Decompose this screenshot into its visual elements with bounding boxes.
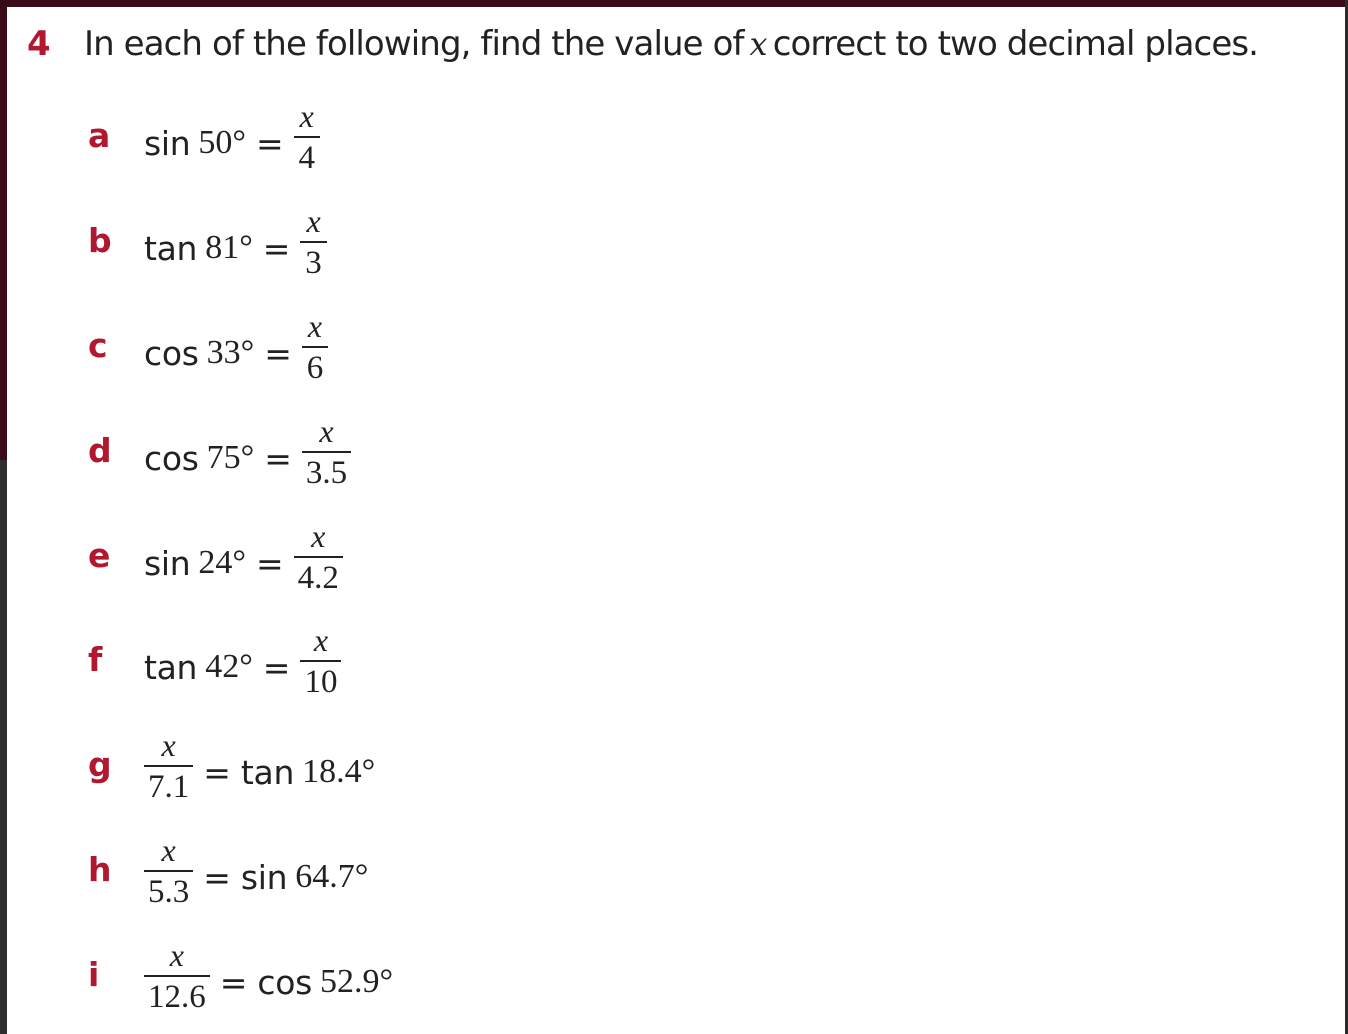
fraction-numerator: x — [307, 308, 323, 344]
fraction — [300, 620, 341, 702]
item-label: i — [88, 955, 100, 994]
item-label: a — [88, 116, 111, 155]
equation — [144, 203, 327, 293]
equation — [144, 308, 328, 398]
fraction — [302, 306, 328, 388]
fraction-numerator: x — [161, 727, 176, 763]
angle-value: 81° — [205, 229, 253, 266]
angle-value: 64.7° — [295, 858, 369, 895]
question-text — [84, 24, 1258, 64]
angle-value: 24° — [198, 544, 246, 581]
trig-function: sin — [144, 123, 191, 163]
equals-sign: = — [264, 333, 292, 373]
equals-sign: = — [264, 438, 292, 478]
exercise-item-i — [0, 937, 700, 1027]
exercise-item-f — [0, 622, 700, 712]
question-text-before: In each of the following, find the value of — [84, 24, 744, 64]
exercise-item-e — [0, 518, 700, 608]
fraction-denominator: 4.2 — [297, 560, 339, 596]
trig-function: sin — [144, 543, 191, 583]
item-label: c — [88, 326, 108, 365]
equals-sign: = — [262, 228, 291, 268]
fraction — [300, 201, 326, 283]
fraction — [294, 516, 343, 598]
fraction — [144, 830, 193, 912]
fraction-numerator: x — [299, 98, 314, 134]
question-text-after: correct to two decimal places. — [772, 24, 1259, 64]
angle-value: 50° — [198, 124, 246, 161]
equals-sign: = — [203, 752, 231, 792]
item-label: g — [88, 745, 112, 784]
trig-function: cos — [144, 438, 199, 478]
equation — [144, 518, 343, 608]
fraction — [144, 725, 193, 807]
equals-sign: = — [219, 962, 248, 1002]
trig-function: tan — [144, 228, 198, 268]
question-number: 4 — [27, 24, 51, 64]
item-label: f — [88, 640, 103, 679]
equation — [144, 832, 368, 922]
fraction-numerator: x — [169, 937, 184, 973]
exercise-item-a — [0, 98, 700, 188]
item-label: b — [88, 221, 112, 260]
window-frame-top — [0, 0, 1348, 7]
fraction-numerator: x — [313, 622, 329, 658]
exercise-item-h — [0, 832, 700, 922]
exercise-item-d — [0, 413, 700, 503]
fraction-denominator: 6 — [306, 350, 324, 386]
trig-function: tan — [144, 647, 198, 687]
question-variable: x — [749, 25, 767, 63]
trig-function: cos — [144, 333, 199, 373]
fraction-denominator: 3.5 — [305, 455, 348, 491]
item-label: h — [88, 850, 112, 889]
angle-value: 52.9° — [320, 963, 394, 1000]
exercise-item-g — [0, 727, 700, 817]
fraction-denominator: 4 — [298, 140, 315, 176]
equation — [144, 727, 375, 817]
fraction — [144, 935, 210, 1017]
angle-value: 33° — [206, 334, 255, 371]
fraction — [302, 411, 351, 493]
trig-function: sin — [240, 857, 288, 897]
fraction-denominator: 10 — [304, 664, 338, 700]
equation — [144, 937, 393, 1027]
fraction-numerator: x — [161, 832, 176, 868]
equation — [144, 98, 320, 188]
fraction-denominator: 7.1 — [148, 769, 190, 805]
equation — [144, 622, 341, 712]
angle-value: 75° — [206, 439, 255, 476]
item-label: e — [88, 536, 111, 575]
fraction-numerator: x — [306, 203, 321, 239]
fraction-denominator: 5.3 — [148, 874, 190, 910]
exercise-item-b — [0, 203, 700, 293]
angle-value: 42° — [205, 648, 253, 685]
equation — [144, 413, 351, 503]
equals-sign: = — [203, 857, 231, 897]
equals-sign: = — [256, 123, 284, 163]
equals-sign: = — [256, 543, 284, 583]
fraction-numerator: x — [311, 518, 326, 554]
fraction-denominator: 12.6 — [148, 979, 206, 1015]
exercise-item-c — [0, 308, 700, 398]
fraction-denominator: 3 — [305, 245, 322, 281]
fraction-numerator: x — [319, 413, 334, 449]
fraction — [294, 96, 320, 178]
trig-function: cos — [257, 962, 313, 1002]
trig-function: tan — [240, 752, 295, 792]
equals-sign: = — [262, 647, 291, 687]
angle-value: 18.4° — [302, 753, 376, 790]
item-label: d — [88, 431, 112, 470]
